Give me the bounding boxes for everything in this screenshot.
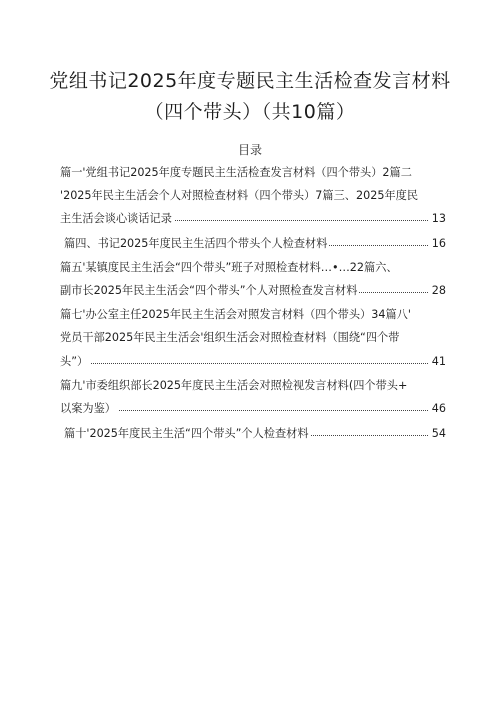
toc-line[interactable] (60, 402, 446, 416)
toc-line-text: 党员干部2025年民主生活会'组织生活会对照检查材料（围绕“四个带 (60, 331, 400, 344)
toc-line[interactable] (60, 212, 446, 226)
toc-line-text: 篇七'办公室主任2025年民主生活会对照发言材料（四个带头）34篇八' (60, 308, 411, 321)
toc-page-number: 28 (431, 284, 446, 297)
document-title-line-1: 党组书记2025年度专题民主生活检查发言材料 (49, 70, 451, 92)
toc-line[interactable] (60, 379, 446, 393)
toc-page-number: 46 (431, 402, 446, 415)
toc-line[interactable] (60, 261, 446, 275)
toc-page-number: 13 (431, 212, 446, 225)
toc-leader-dots (60, 363, 428, 364)
toc-line[interactable] (60, 331, 446, 345)
toc-line-text: 篇九'市委组织部长2025年度民主生活会对照检视发言材料(四个带头+ (60, 379, 408, 392)
toc-line-text: 篇十'2025年度民主生活“四个带头”个人检查材料 (64, 427, 309, 440)
toc-line[interactable] (64, 427, 446, 441)
toc-page-number: 16 (431, 237, 446, 250)
toc-line[interactable] (60, 308, 446, 322)
toc-line-text: 篇五'某镇度民主生活会“四个带头”班子对照检查材料…•…22篇六、 (60, 261, 398, 274)
document-title-line-2: （四个带头）（共10篇） (144, 101, 356, 123)
toc-line-text: 主生活会谈心谈话记录 (60, 212, 172, 225)
toc-page-number: 41 (431, 355, 446, 368)
toc-line[interactable] (60, 284, 446, 298)
toc-line-text: '2025年民主生活会个人对照检查材料（四个带头）7篇三、2025年度民 (60, 189, 419, 202)
toc-line[interactable] (60, 355, 446, 369)
toc-line-text: 以案为鉴） (60, 402, 116, 415)
toc-line-text: 篇一'党组书记2025年度专题民主生活检查发言材料（四个带头）2篇二 (60, 166, 412, 179)
toc-line[interactable] (64, 237, 446, 251)
toc-heading: 目录 (237, 143, 262, 157)
toc-line-text: 篇四、书记2025年度民主生活四个带头个人检查材料 (64, 237, 328, 250)
toc-line[interactable] (60, 166, 446, 180)
toc-page-number: 54 (431, 427, 446, 440)
toc-line-text: 头”） (60, 355, 89, 368)
toc-line[interactable] (60, 189, 446, 203)
toc-line-text: 副市长2025年民主生活会“四个带头”个人对照检查发言材料 (60, 284, 358, 297)
